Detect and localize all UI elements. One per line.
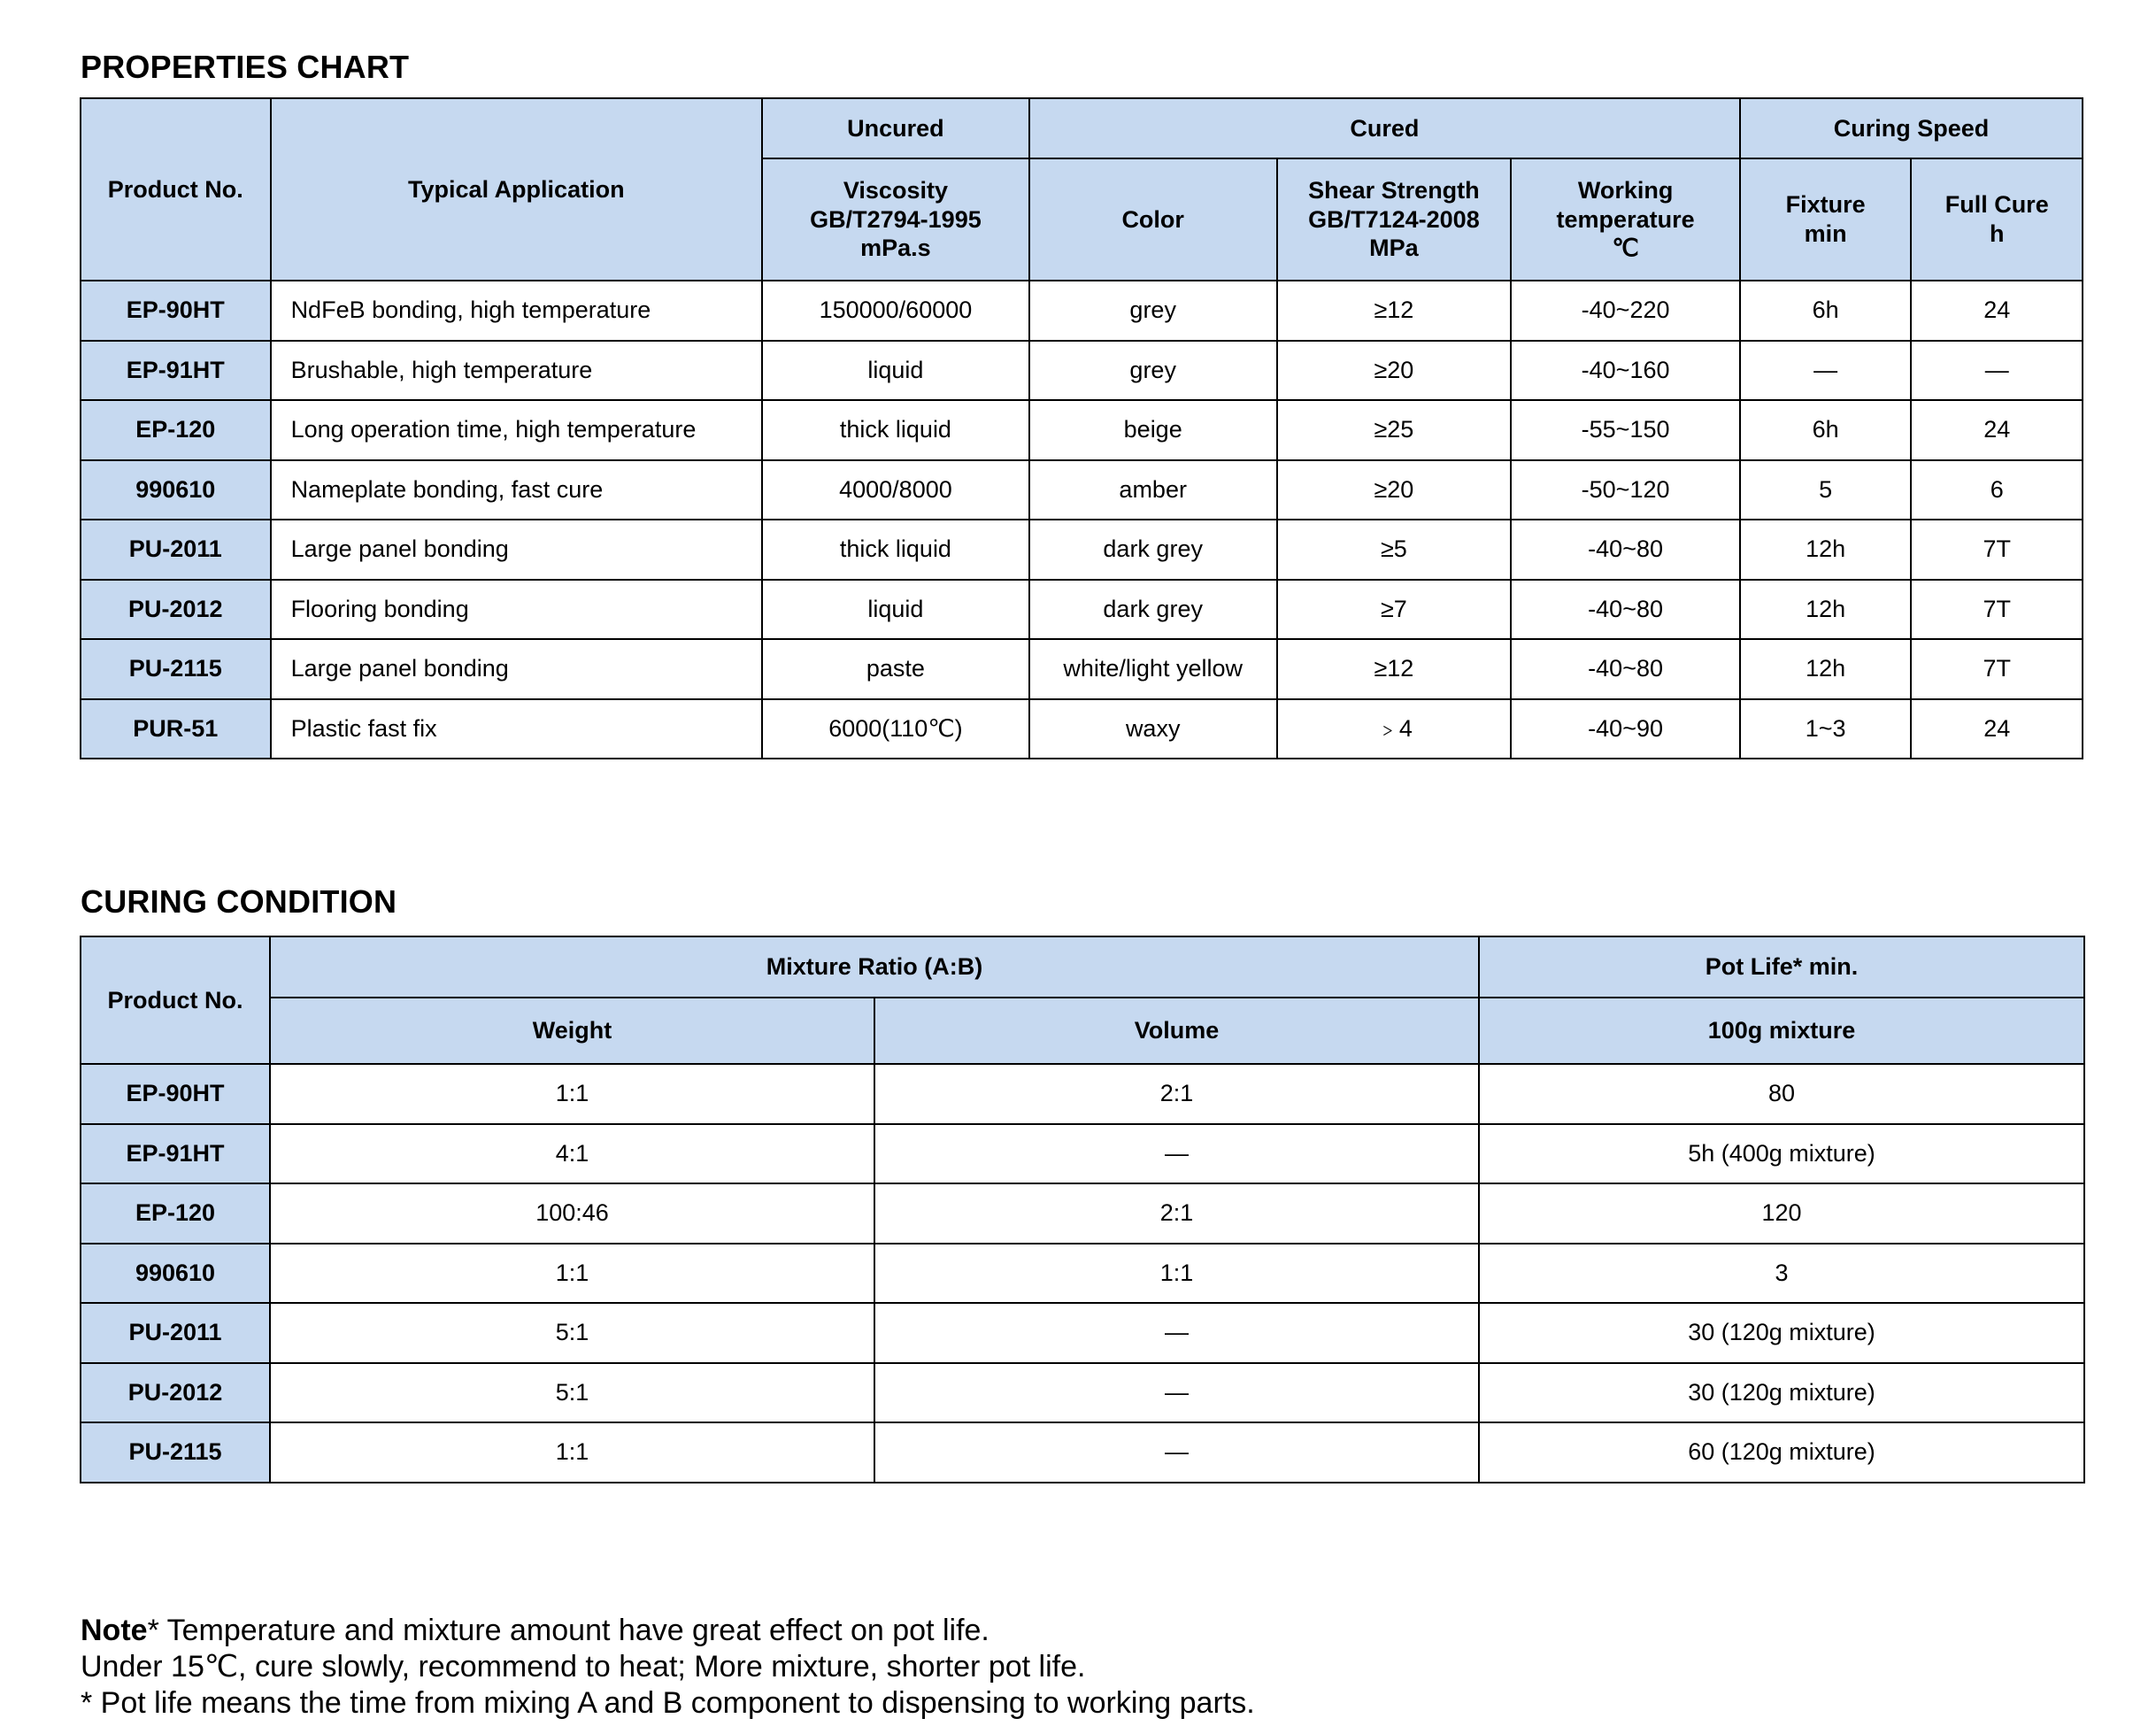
product-no-cell: PU-2011 xyxy=(81,1303,270,1363)
weight-cell: 1:1 xyxy=(270,1064,874,1124)
properties-chart-title: PROPERTIES CHART xyxy=(81,49,410,85)
note-line-2: Under 15℃, cure slowly, recommend to heat; More mixture, shorter pot life. xyxy=(81,1650,1086,1684)
fixture-cell: 5 xyxy=(1740,460,1912,520)
shear-cell: ≥20 xyxy=(1277,341,1512,401)
viscosity-cell: liquid xyxy=(762,341,1029,401)
product-no-cell: 990610 xyxy=(81,460,271,520)
table-row xyxy=(81,281,2083,341)
header-full-cure xyxy=(1911,158,2083,281)
pot-life-cell: 120 xyxy=(1479,1183,2084,1244)
color-cell: grey xyxy=(1029,341,1277,401)
full-cure-cell: — xyxy=(1911,341,2083,401)
pot-life-cell: 30 (120g mixture) xyxy=(1479,1303,2084,1363)
full-cure-cell: 24 xyxy=(1911,281,2083,341)
product-no-cell: PU-2115 xyxy=(81,639,271,699)
viscosity-cell: 4000/8000 xyxy=(762,460,1029,520)
header-working-temperature xyxy=(1511,158,1740,281)
header-100g-mixture: 100g mixture xyxy=(1479,998,2084,1064)
shear-cell: ≥12 xyxy=(1277,281,1512,341)
volume-cell: — xyxy=(874,1422,1479,1483)
header-viscosity-unit: mPa.s xyxy=(860,235,931,262)
header-shear-standard: GB/T7124-2008 xyxy=(1308,205,1480,233)
header-shear-strength xyxy=(1277,158,1512,281)
application-cell: Long operation time, high temperature xyxy=(271,400,762,460)
volume-cell: — xyxy=(874,1363,1479,1423)
working-temp-cell: -40~80 xyxy=(1511,639,1740,699)
header-color: Color xyxy=(1029,158,1277,281)
header-fixture xyxy=(1740,158,1912,281)
curing-header-row-2 xyxy=(81,998,2084,1064)
note-text-1: * Temperature and mixture amount have great effect on pot life. xyxy=(147,1614,989,1647)
shear-cell: ≥20 xyxy=(1277,460,1512,520)
table-row xyxy=(81,341,2083,401)
product-no-cell: PU-2012 xyxy=(81,1363,270,1423)
fixture-cell: 1~3 xyxy=(1740,699,1912,759)
fixture-cell: 12h xyxy=(1740,639,1912,699)
product-no-cell: 990610 xyxy=(81,1244,270,1304)
properties-table xyxy=(80,97,2083,759)
curing-condition-title: CURING CONDITION xyxy=(81,883,397,920)
full-cure-cell: 6 xyxy=(1911,460,2083,520)
pot-life-cell: 80 xyxy=(1479,1064,2084,1124)
weight-cell: 1:1 xyxy=(270,1244,874,1304)
application-cell: NdFeB bonding, high temperature xyxy=(271,281,762,341)
application-cell: Nameplate bonding, fast cure xyxy=(271,460,762,520)
fixture-cell: 6h xyxy=(1740,400,1912,460)
color-cell: amber xyxy=(1029,460,1277,520)
volume-cell: 1:1 xyxy=(874,1244,1479,1304)
header-working-label: Working xyxy=(1577,176,1674,204)
note-line-1 xyxy=(81,1613,1255,1649)
header-volume: Volume xyxy=(874,998,1479,1064)
working-temp-cell: -50~120 xyxy=(1511,460,1740,520)
viscosity-cell: paste xyxy=(762,639,1029,699)
full-cure-cell: 7T xyxy=(1911,639,2083,699)
table-row xyxy=(81,639,2083,699)
header-mixture-ratio: Mixture Ratio (A:B) xyxy=(270,936,1479,998)
header-uncured: Uncured xyxy=(762,98,1029,158)
product-no-cell: PU-2115 xyxy=(81,1422,270,1483)
shear-cell: ≥7 xyxy=(1277,580,1512,640)
header-shear-label: Shear Strength xyxy=(1308,176,1480,204)
header-product-no: Product No. xyxy=(81,98,271,281)
table-row xyxy=(81,1244,2084,1304)
weight-cell: 1:1 xyxy=(270,1422,874,1483)
color-cell: dark grey xyxy=(1029,580,1277,640)
header-fixture-label: Fixture xyxy=(1785,191,1866,219)
header-full-cure-label: Full Cure xyxy=(1944,191,2049,219)
product-no-cell: EP-91HT xyxy=(81,1124,270,1184)
color-cell: beige xyxy=(1029,400,1277,460)
viscosity-cell: liquid xyxy=(762,580,1029,640)
header-working-unit: ℃ xyxy=(1612,235,1639,262)
volume-cell: 2:1 xyxy=(874,1183,1479,1244)
color-cell: dark grey xyxy=(1029,520,1277,580)
table-row xyxy=(81,400,2083,460)
note-line-3: * Pot life means the time from mixing A and B component to dispensing to working parts. xyxy=(81,1686,1255,1720)
volume-cell: — xyxy=(874,1303,1479,1363)
table-row xyxy=(81,1183,2084,1244)
working-temp-cell: -40~80 xyxy=(1511,580,1740,640)
header-product-no: Product No. xyxy=(81,936,270,1064)
notes-section xyxy=(81,1613,1255,1722)
viscosity-cell: 6000(110℃) xyxy=(762,699,1029,759)
weight-cell: 100:46 xyxy=(270,1183,874,1244)
product-no-cell: EP-90HT xyxy=(81,1064,270,1124)
application-cell: Large panel bonding xyxy=(271,639,762,699)
working-temp-cell: -40~80 xyxy=(1511,520,1740,580)
pot-life-cell: 5h (400g mixture) xyxy=(1479,1124,2084,1184)
viscosity-cell: thick liquid xyxy=(762,400,1029,460)
header-viscosity xyxy=(762,158,1029,281)
table-row xyxy=(81,460,2083,520)
volume-cell: 2:1 xyxy=(874,1064,1479,1124)
product-no-cell: EP-120 xyxy=(81,1183,270,1244)
product-no-cell: EP-90HT xyxy=(81,281,271,341)
header-viscosity-standard: GB/T2794-1995 xyxy=(810,205,982,233)
header-typical-application: Typical Application xyxy=(271,98,762,281)
color-cell: waxy xyxy=(1029,699,1277,759)
header-pot-life: Pot Life* min. xyxy=(1479,936,2084,998)
weight-cell: 5:1 xyxy=(270,1363,874,1423)
viscosity-cell: 150000/60000 xyxy=(762,281,1029,341)
fixture-cell: — xyxy=(1740,341,1912,401)
fixture-cell: 6h xyxy=(1740,281,1912,341)
curing-condition-table xyxy=(80,936,2085,1483)
application-cell: Plastic fast fix xyxy=(271,699,762,759)
table-row xyxy=(81,520,2083,580)
working-temp-cell: -40~160 xyxy=(1511,341,1740,401)
table-row xyxy=(81,1363,2084,1423)
weight-cell: 4:1 xyxy=(270,1124,874,1184)
fixture-cell: 12h xyxy=(1740,580,1912,640)
full-cure-cell: 24 xyxy=(1911,699,2083,759)
shear-cell: ≥5 xyxy=(1277,520,1512,580)
weight-cell: 5:1 xyxy=(270,1303,874,1363)
table-row xyxy=(81,1303,2084,1363)
working-temp-cell: -40~220 xyxy=(1511,281,1740,341)
product-no-cell: EP-120 xyxy=(81,400,271,460)
curing-header-row-1 xyxy=(81,936,2084,998)
application-cell: Brushable, high temperature xyxy=(271,341,762,401)
full-cure-cell: 24 xyxy=(1911,400,2083,460)
header-shear-unit: MPa xyxy=(1369,235,1419,262)
product-no-cell: PU-2011 xyxy=(81,520,271,580)
fixture-cell: 12h xyxy=(1740,520,1912,580)
working-temp-cell: -40~90 xyxy=(1511,699,1740,759)
header-viscosity-label: Viscosity xyxy=(843,176,948,204)
shear-cell: ≥12 xyxy=(1277,639,1512,699)
table-row xyxy=(81,699,2083,759)
full-cure-cell: 7T xyxy=(1911,580,2083,640)
viscosity-cell: thick liquid xyxy=(762,520,1029,580)
product-no-cell: PUR-51 xyxy=(81,699,271,759)
pot-life-cell: 60 (120g mixture) xyxy=(1479,1422,2084,1483)
color-cell: white/light yellow xyxy=(1029,639,1277,699)
table-row xyxy=(81,580,2083,640)
pot-life-cell: 3 xyxy=(1479,1244,2084,1304)
header-curing-speed: Curing Speed xyxy=(1740,98,2083,158)
product-no-cell: PU-2012 xyxy=(81,580,271,640)
table-row xyxy=(81,1422,2084,1483)
full-cure-cell: 7T xyxy=(1911,520,2083,580)
shear-cell: ≥25 xyxy=(1277,400,1512,460)
volume-cell: — xyxy=(874,1124,1479,1184)
table-row xyxy=(81,1064,2084,1124)
header-working-temp-label: temperature xyxy=(1556,205,1695,233)
pot-life-cell: 30 (120g mixture) xyxy=(1479,1363,2084,1423)
table-row xyxy=(81,1124,2084,1184)
properties-header-row-1 xyxy=(81,98,2083,158)
working-temp-cell: -55~150 xyxy=(1511,400,1740,460)
header-fixture-unit: min xyxy=(1804,220,1847,247)
header-cured: Cured xyxy=(1029,98,1740,158)
product-no-cell: EP-91HT xyxy=(81,341,271,401)
header-weight: Weight xyxy=(270,998,874,1064)
note-label: Note xyxy=(81,1614,148,1647)
header-full-cure-unit: h xyxy=(1989,220,2005,247)
application-cell: Flooring bonding xyxy=(271,580,762,640)
color-cell: grey xyxy=(1029,281,1277,341)
application-cell: Large panel bonding xyxy=(271,520,762,580)
shear-cell: ﹥4 xyxy=(1277,699,1512,759)
